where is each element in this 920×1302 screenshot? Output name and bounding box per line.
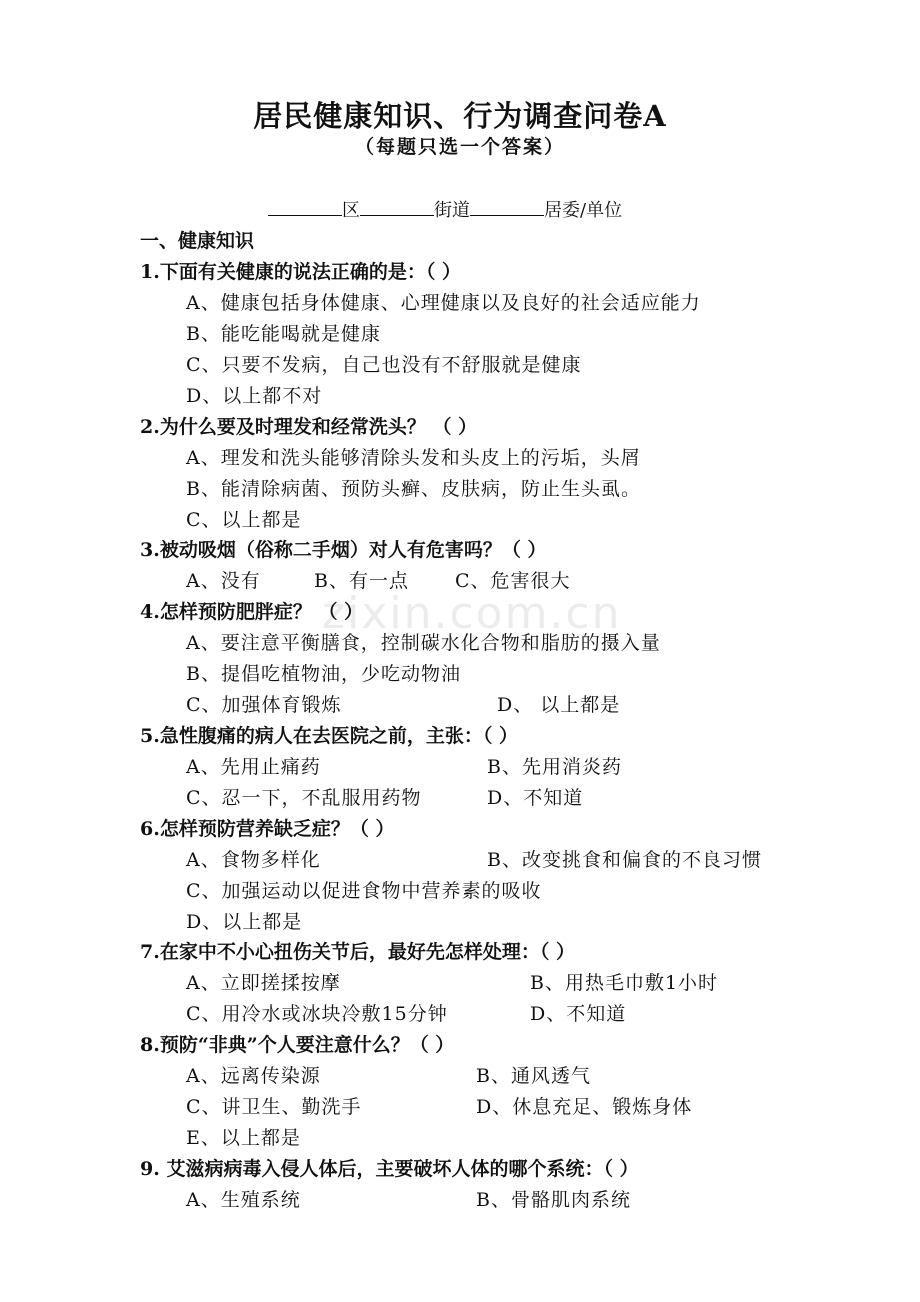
option[interactable]: A、没有 — [186, 570, 261, 592]
question-7: 7.在家中不小心扭伤关节后，最好先怎样处理：（ ） — [140, 941, 575, 963]
option[interactable]: A、远离传染源 — [186, 1065, 321, 1087]
watermark: zixin.com.cn — [322, 588, 622, 639]
option[interactable]: C、加强体育锻炼 — [186, 694, 342, 716]
question-8: 8.预防“非典”个人要注意什么？（ ） — [140, 1034, 455, 1056]
question-4: 4.怎样预防肥胖症？ （ ） — [140, 601, 364, 623]
option[interactable]: C、以上都是 — [186, 509, 302, 531]
option[interactable]: B、先用消炎药 — [487, 756, 622, 778]
option[interactable]: C、用冷水或冰块冷敷15分钟 — [186, 1003, 448, 1025]
option[interactable]: B、改变挑食和偏食的不良习惯 — [487, 849, 762, 871]
street-label: 街道 — [434, 200, 470, 221]
option[interactable]: B、通风透气 — [476, 1065, 591, 1087]
address-line — [268, 196, 622, 222]
option[interactable]: C、讲卫生、勤洗手 — [186, 1096, 362, 1118]
option[interactable]: B、骨骼肌肉系统 — [476, 1189, 631, 1211]
district-label: 区 — [342, 200, 360, 221]
option[interactable]: B、有一点 — [314, 570, 409, 592]
option[interactable]: A、健康包括身体健康、心理健康以及良好的社会适应能力 — [186, 292, 701, 314]
option[interactable]: D、不知道 — [487, 787, 584, 809]
option[interactable]: C、忍一下，不乱服用药物 — [186, 787, 422, 809]
option[interactable]: A、要注意平衡膳食，控制碳水化合物和脂肪的摄入量 — [186, 632, 661, 654]
option[interactable]: A、生殖系统 — [186, 1189, 301, 1211]
option[interactable]: B、能清除病菌、预防头癣、皮肤病，防止生头虱。 — [186, 478, 641, 500]
question-9: 9. 艾滋病病毒入侵人体后，主要破坏人体的哪个系统：（ ） — [140, 1158, 639, 1180]
option[interactable]: C、加强运动以促进食物中营养素的吸收 — [186, 880, 542, 902]
option[interactable]: A、食物多样化 — [186, 849, 321, 871]
option[interactable]: E、以上都是 — [186, 1127, 301, 1149]
committee-label: 居委/单位 — [544, 200, 623, 221]
question-6: 6.怎样预防营养缺乏症？（ ） — [140, 818, 395, 840]
section-heading: 一、健康知识 — [140, 230, 255, 252]
district-blank[interactable] — [268, 197, 342, 216]
question-5: 5.急性腹痛的病人在去医院之前，主张：（ ） — [140, 725, 518, 747]
option[interactable]: D、休息充足、锻炼身体 — [476, 1096, 693, 1118]
option[interactable]: A、理发和洗头能够清除头发和头皮上的污垢，头屑 — [186, 447, 641, 469]
question-3: 3.被动吸烟（俗称二手烟）对人有危害吗？（ ） — [140, 539, 547, 561]
page-title: 居民健康知识、行为调查问卷A — [253, 99, 667, 133]
option[interactable]: D、 以上都是 — [497, 694, 621, 716]
option[interactable]: D、以上都是 — [186, 911, 303, 933]
option[interactable]: C、只要不发病，自己也没有不舒服就是健康 — [186, 354, 582, 376]
option[interactable]: D、不知道 — [530, 1003, 627, 1025]
option[interactable]: B、提倡吃植物油，少吃动物油 — [186, 663, 461, 685]
option[interactable]: B、能吃能喝就是健康 — [186, 323, 381, 345]
question-1: 1.下面有关健康的说法正确的是：（ ） — [140, 261, 461, 283]
question-2: 2.为什么要及时理发和经常洗头？ （ ） — [140, 416, 478, 438]
option[interactable]: C、危害很大 — [455, 570, 571, 592]
option[interactable]: A、立即搓揉按摩 — [186, 972, 341, 994]
option[interactable]: B、用热毛巾敷1小时 — [530, 972, 719, 994]
option[interactable]: A、先用止痛药 — [186, 756, 321, 778]
committee-blank[interactable] — [470, 197, 544, 216]
street-blank[interactable] — [360, 197, 434, 216]
page-subtitle: （每题只选一个答案） — [354, 136, 565, 158]
option[interactable]: D、以上都不对 — [186, 385, 323, 407]
